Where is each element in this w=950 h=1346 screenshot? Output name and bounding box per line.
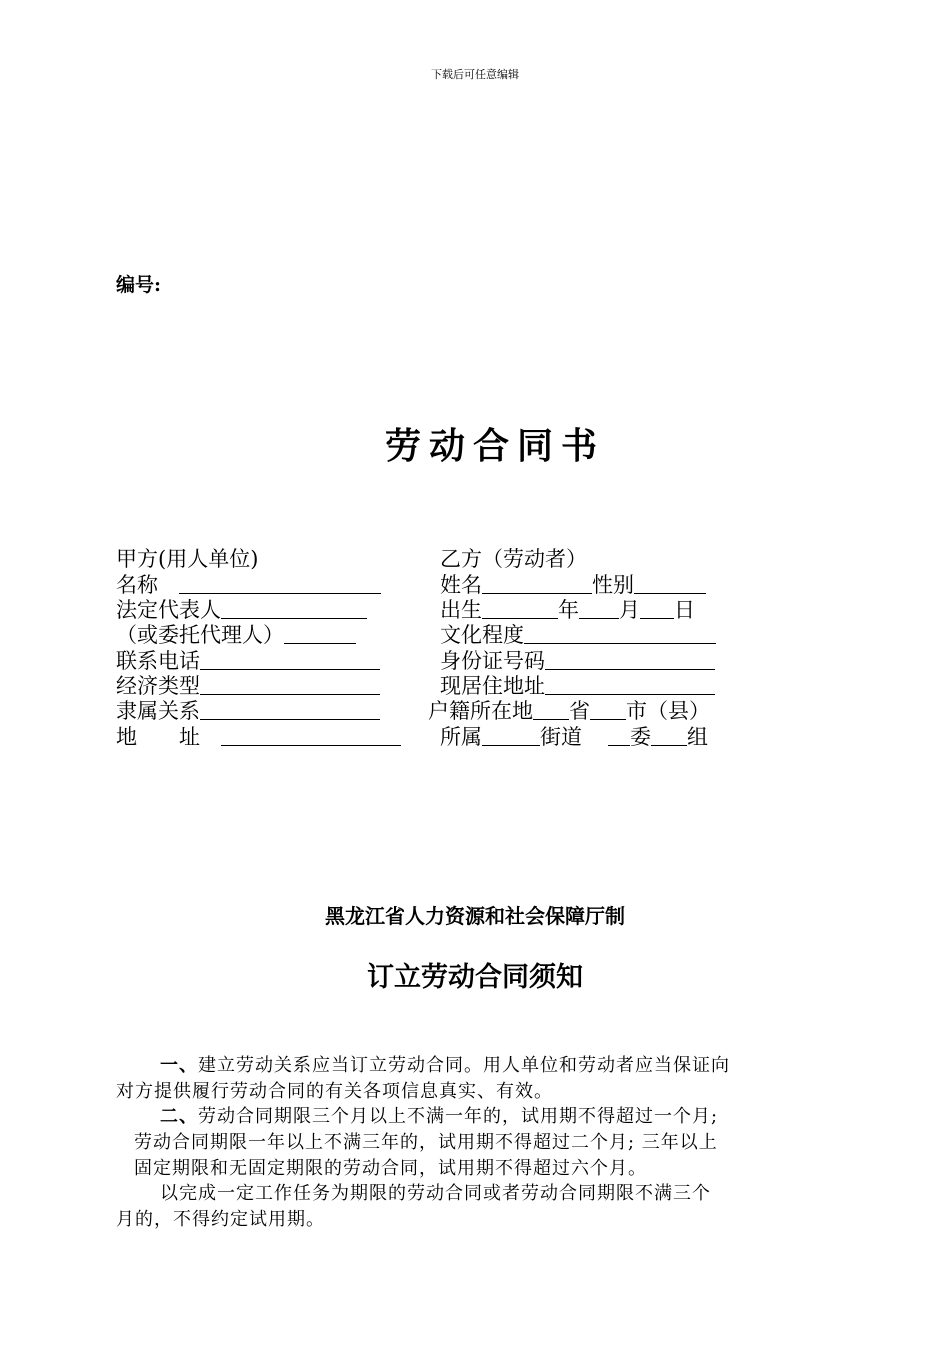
party-b-hukou-city-field[interactable] — [590, 700, 626, 720]
notice-p2-line1 — [160, 1104, 718, 1130]
notice-title: 订立劳动合同须知 — [367, 962, 583, 993]
party-a-agent-row — [116, 622, 356, 648]
header-note: 下载后可任意编辑 — [431, 68, 519, 81]
notice-p2-text1: 劳动合同期限三个月以上不满一年的，试用期不得超过一个月; — [198, 1106, 719, 1127]
party-a-affiliation-field[interactable] — [200, 700, 380, 720]
party-a-econ-type-field[interactable] — [200, 675, 380, 695]
notice-p2-prefix: 二、 — [160, 1106, 198, 1127]
party-b-education-field[interactable] — [524, 624, 716, 644]
party-b-belong-label: 所属 — [440, 725, 482, 749]
party-a-address-field[interactable] — [221, 726, 401, 746]
party-a-econ-type-label: 经济类型 — [116, 674, 200, 698]
party-b-name-field[interactable] — [482, 574, 592, 594]
notice-p2-line3: 固定期限和无固定期限的劳动合同，试用期不得超过六个月。 — [134, 1158, 647, 1179]
party-b-day-label: 日 — [674, 598, 695, 622]
party-a-heading: 甲方(用人单位) — [116, 547, 259, 571]
notice-p1-text1: 建立劳动关系应当订立劳动合同。用人单位和劳动者应当保证向 — [198, 1055, 730, 1076]
party-a-agent-field[interactable] — [284, 624, 356, 644]
party-b-education-label: 文化程度 — [440, 623, 524, 647]
party-b-id-row — [440, 648, 715, 674]
party-b-birth-month-field[interactable] — [579, 599, 619, 619]
party-b-gender-field[interactable] — [634, 574, 706, 594]
party-b-birth-year-field[interactable] — [482, 599, 558, 619]
party-a-address-label: 地 址 — [116, 725, 200, 749]
party-b-belong-row — [440, 724, 708, 750]
party-b-committee-field[interactable] — [608, 726, 630, 746]
party-b-group-field[interactable] — [651, 726, 687, 746]
notice-p2-line2: 劳动合同期限一年以上不满三年的，试用期不得超过二个月; 三年以上 — [134, 1132, 718, 1153]
party-b-heading: 乙方（劳动者） — [440, 547, 587, 571]
party-a-phone-field[interactable] — [200, 650, 380, 670]
party-b-year-label: 年 — [558, 598, 579, 622]
party-a-name-label: 名称 — [116, 573, 158, 597]
party-a-phone-row — [116, 648, 380, 674]
party-a-legal-rep-row — [116, 597, 367, 623]
party-a-econ-type-row — [116, 673, 380, 699]
party-b-street-field[interactable] — [482, 726, 540, 746]
notice-p1-prefix: 一、 — [160, 1055, 198, 1076]
party-b-id-label: 身份证号码 — [440, 649, 545, 673]
party-a-legal-rep-field[interactable] — [221, 599, 367, 619]
party-b-city-label: 市（县） — [626, 699, 710, 723]
party-a-name-row — [116, 572, 381, 598]
party-a-legal-rep-label: 法定代表人 — [116, 598, 221, 622]
notice-p3-line2: 月的，不得约定试用期。 — [116, 1209, 325, 1230]
party-b-residence-field[interactable] — [545, 675, 715, 695]
document-number-label: 编号: — [116, 274, 162, 296]
party-b-province-label: 省 — [569, 699, 590, 723]
issuer-line: 黑龙江省人力资源和社会保障厅制 — [325, 904, 625, 928]
notice-p1-line2: 对方提供履行劳动合同的有关各项信息真实、有效。 — [116, 1081, 553, 1102]
party-b-hukou-province-field[interactable] — [533, 700, 569, 720]
party-b-street-label: 街道 — [540, 725, 582, 749]
party-b-birth-day-field[interactable] — [640, 599, 674, 619]
party-a-affiliation-row — [116, 698, 380, 724]
page-title: 劳动合同书 — [384, 425, 605, 467]
party-b-group-label: 组 — [687, 725, 708, 749]
party-a-agent-label: （或委托代理人） — [116, 623, 284, 647]
party-b-month-label: 月 — [619, 598, 640, 622]
party-b-gender-label: 性别 — [592, 573, 634, 597]
party-a-address-row — [116, 724, 401, 750]
party-b-hukou-label: 户籍所在地 — [428, 699, 533, 723]
party-b-name-row — [440, 572, 706, 598]
notice-p3-line1: 以完成一定工作任务为期限的劳动合同或者劳动合同期限不满三个 — [160, 1183, 711, 1204]
party-b-hukou-row — [428, 698, 710, 724]
party-b-name-label: 姓名 — [440, 573, 482, 597]
party-b-residence-row — [440, 673, 715, 699]
party-b-committee-label: 委 — [630, 725, 651, 749]
notice-p1-line1 — [160, 1053, 730, 1079]
party-b-birth-row — [440, 597, 695, 623]
party-b-birth-label: 出生 — [440, 598, 482, 622]
party-b-education-row — [440, 622, 716, 648]
party-a-name-field[interactable] — [179, 574, 381, 594]
party-b-residence-label: 现居住地址 — [440, 674, 545, 698]
party-b-id-field[interactable] — [545, 650, 715, 670]
party-a-phone-label: 联系电话 — [116, 649, 200, 673]
party-a-affiliation-label: 隶属关系 — [116, 699, 200, 723]
